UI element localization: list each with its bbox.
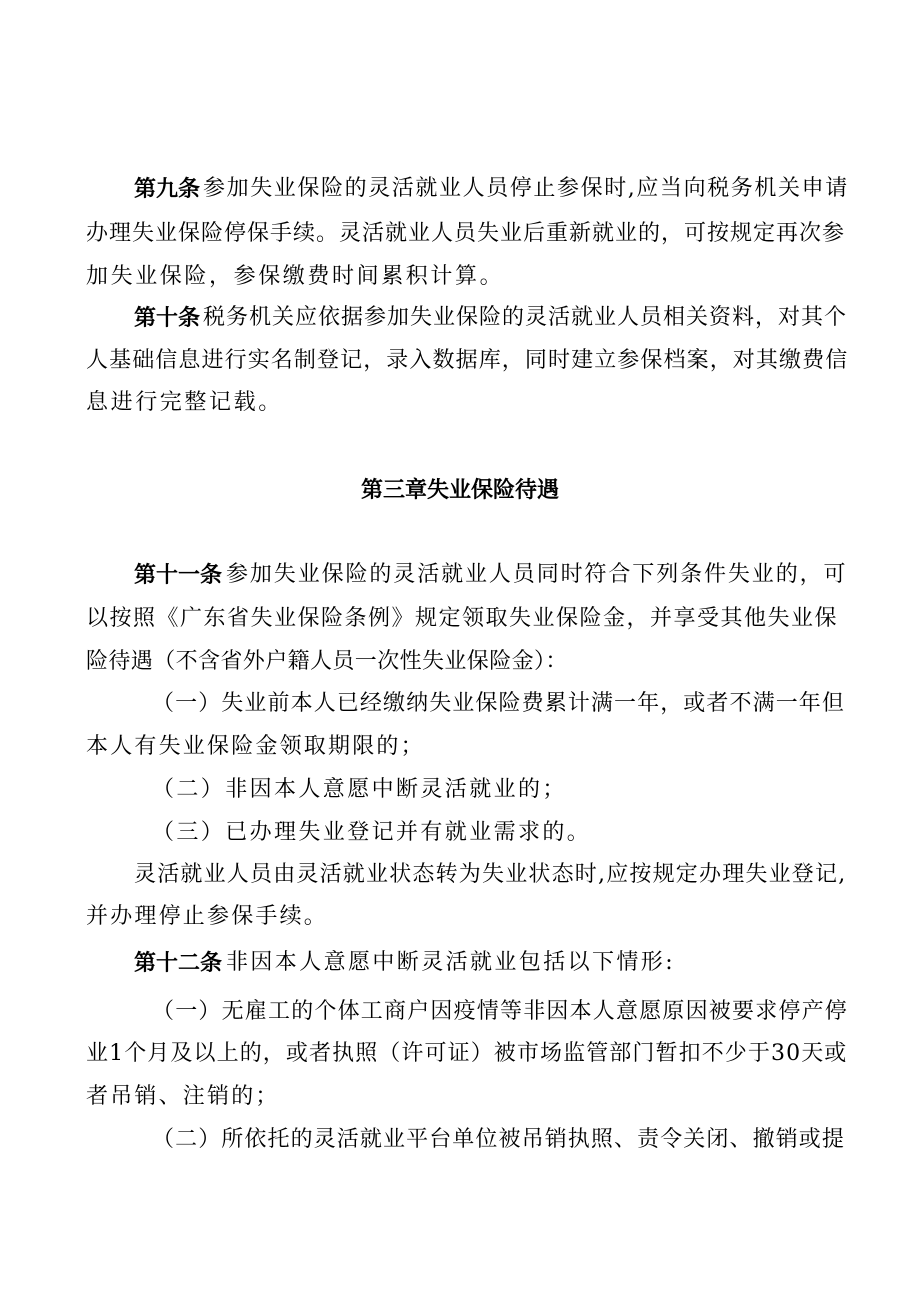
case-1-line-2 — [0, 1036, 920, 1072]
paragraph-registration-text-1: 灵活就业人员由灵活就业状态转为失业状态时,应按规定办理失业登记, — [134, 862, 847, 887]
article-10-line-1 — [0, 300, 920, 336]
article-9-text-2: 办理失业保险停保手续。灵活就业人员失业后重新就业的，可按规定再次参 — [86, 221, 846, 246]
article-12-line-1 — [0, 945, 920, 981]
case-1-line-3 — [0, 1079, 920, 1115]
article-10-text-3: 息进行完整记载。 — [86, 390, 283, 415]
article-11-text-2: 以按照《广东省失业保险条例》规定领取失业保险金，并享受其他失业保 — [86, 606, 839, 631]
article-11-line-2 — [0, 601, 920, 637]
article-10-text-2: 人基础信息进行实名制登记，录入数据库，同时建立参保档案，对其缴费信 — [86, 348, 849, 373]
chapter-heading: 第三章失业保险待遇 — [360, 477, 559, 503]
paragraph-registration-line-2 — [0, 899, 920, 935]
condition-1-line-2 — [0, 729, 920, 765]
article-11-heading: 第十一条 — [134, 562, 223, 588]
article-9-heading: 第九条 — [134, 176, 201, 202]
article-9-line-1 — [0, 171, 920, 207]
case-1-text-2: 业1个月及以上的，或者执照（许可证）被市场监管部门暂扣不少于30天或 — [86, 1041, 848, 1066]
article-10-line-3 — [0, 385, 920, 421]
article-11-text-1: 参加失业保险的灵活就业人员同时符合下列条件失业的，可 — [226, 562, 848, 587]
article-10-text-1: 税务机关应依据参加失业保险的灵活就业人员相关资料，对其个 — [203, 305, 848, 330]
condition-2-line-1 — [0, 772, 920, 808]
article-11-line-1 — [0, 557, 920, 593]
article-10-line-2 — [0, 343, 920, 379]
article-11-text-3: 险待遇（不含省外户籍人员一次性失业保险金）： — [86, 649, 568, 674]
case-1-text-3: 者吊销、注销的； — [86, 1084, 280, 1109]
condition-1-text-2: 本人有失业保险金领取期限的； — [86, 734, 425, 759]
case-1-line-1 — [0, 994, 920, 1030]
article-10-heading: 第十条 — [134, 305, 201, 331]
condition-1-line-1 — [0, 686, 920, 722]
article-9-text-3: 加失业保险，参保缴费时间累积计算。 — [86, 264, 505, 289]
article-9-text-1: 参加失业保险的灵活就业人员停止参保时,应当向税务机关申请 — [203, 176, 849, 201]
paragraph-registration-text-2: 并办理停止参保手续。 — [86, 904, 329, 929]
condition-2-text-1: （二）非因本人意愿中断灵活就业的； — [152, 777, 567, 802]
article-9-line-2 — [0, 216, 920, 252]
paragraph-registration-line-1 — [0, 857, 920, 893]
case-1-text-1: （一）无雇工的个体工商户因疫情等非因本人意愿原因被要求停产停 — [152, 999, 849, 1024]
case-2-line-1 — [0, 1122, 920, 1158]
article-11-line-3 — [0, 644, 920, 680]
article-12-text-1: 非因本人意愿中断灵活就业包括以下情形: — [226, 950, 676, 975]
condition-1-text-1: （一）失业前本人已经缴纳失业保险费累计满一年，或者不满一年但 — [152, 691, 846, 716]
case-2-text-1: （二）所依托的灵活就业平台单位被吊销执照、责令关闭、撤销或提 — [152, 1127, 846, 1152]
condition-3-text-1: （三）已办理失业登记并有就业需求的。 — [152, 820, 592, 845]
condition-3-line-1 — [0, 815, 920, 851]
article-12-heading: 第十二条 — [134, 950, 223, 976]
article-9-line-3 — [0, 259, 920, 295]
